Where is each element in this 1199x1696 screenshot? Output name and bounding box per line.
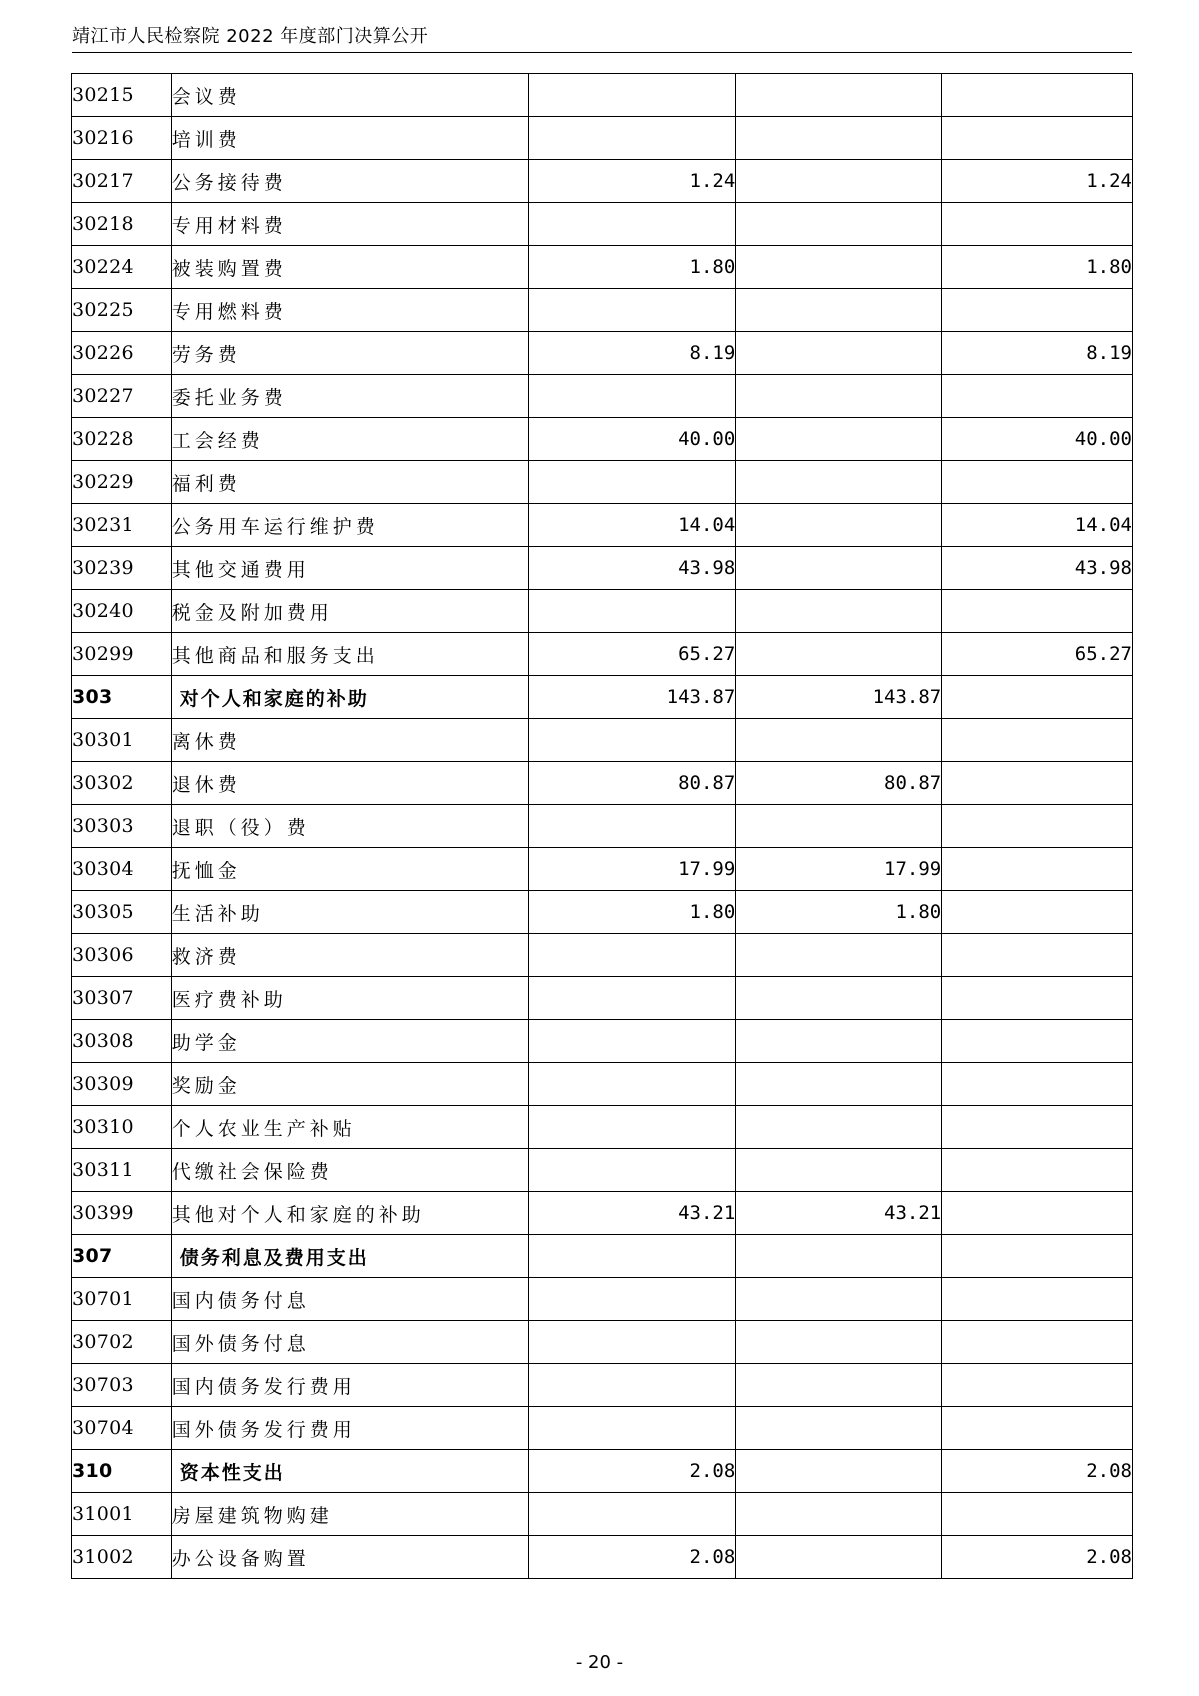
amount-col2-cell [736,1106,942,1149]
account-name-cell: 其他交通费用 [171,547,529,590]
amount-col2-cell: 143.87 [736,676,942,719]
account-name-cell: 退休费 [171,762,529,805]
amount-col3-cell: 65.27 [942,633,1133,676]
account-code-cell: 30308 [72,1020,172,1063]
amount-col2-cell: 17.99 [736,848,942,891]
amount-col1-cell: 1.80 [529,891,736,934]
account-name-cell: 助学金 [171,1020,529,1063]
account-name-cell: 救济费 [171,934,529,977]
amount-col2-cell [736,547,942,590]
amount-col2-cell [736,1536,942,1579]
table-row [72,1020,1133,1063]
amount-col2-cell [736,160,942,203]
account-code-cell: 30304 [72,848,172,891]
account-code-cell: 30301 [72,719,172,762]
amount-col1-cell [529,289,736,332]
amount-col1-cell [529,1493,736,1536]
amount-col3-cell: 43.98 [942,547,1133,590]
amount-col1-cell: 2.08 [529,1536,736,1579]
table-row [72,590,1133,633]
account-code-cell: 30311 [72,1149,172,1192]
account-name-cell: 退职（役）费 [171,805,529,848]
amount-col3-cell [942,848,1133,891]
amount-col2-cell [736,203,942,246]
amount-col1-cell [529,977,736,1020]
amount-col2-cell [736,246,942,289]
table-row [72,1321,1133,1364]
amount-col3-cell [942,1106,1133,1149]
table-row [72,289,1133,332]
table-row [72,1106,1133,1149]
amount-col1-cell [529,590,736,633]
table-row [72,418,1133,461]
account-name-cell: 抚恤金 [171,848,529,891]
account-name-cell: 国外债务付息 [171,1321,529,1364]
account-name-cell: 离休费 [171,719,529,762]
account-name-cell: 债务利息及费用支出 [171,1235,529,1278]
table-row [72,1407,1133,1450]
amount-col2-cell [736,375,942,418]
amount-col3-cell [942,117,1133,160]
account-code-cell: 30224 [72,246,172,289]
amount-col3-cell [942,590,1133,633]
amount-col2-cell [736,1063,942,1106]
amount-col3-cell [942,1493,1133,1536]
table-row [72,332,1133,375]
amount-col3-cell [942,1321,1133,1364]
account-name-cell: 房屋建筑物购建 [171,1493,529,1536]
account-name-cell: 工会经费 [171,418,529,461]
table-row [72,547,1133,590]
account-code-cell: 30307 [72,977,172,1020]
account-code-cell: 30303 [72,805,172,848]
account-name-cell: 公务接待费 [171,160,529,203]
table-row [72,977,1133,1020]
account-code-cell: 307 [72,1235,172,1278]
table-row [72,117,1133,160]
account-code-cell: 30225 [72,289,172,332]
table-row [72,1536,1133,1579]
amount-col3-cell [942,289,1133,332]
amount-col3-cell [942,375,1133,418]
amount-col2-cell [736,504,942,547]
amount-col1-cell: 80.87 [529,762,736,805]
account-name-cell: 个人农业生产补贴 [171,1106,529,1149]
table-row [72,891,1133,934]
amount-col3-cell: 1.24 [942,160,1133,203]
account-name-cell: 资本性支出 [171,1450,529,1493]
amount-col2-cell [736,1149,942,1192]
amount-col1-cell [529,719,736,762]
account-code-cell: 30704 [72,1407,172,1450]
amount-col1-cell: 8.19 [529,332,736,375]
amount-col2-cell [736,1321,942,1364]
amount-col1-cell [529,934,736,977]
account-code-cell: 30217 [72,160,172,203]
table-row [72,461,1133,504]
account-code-cell: 30302 [72,762,172,805]
amount-col3-cell [942,1235,1133,1278]
amount-col1-cell [529,117,736,160]
amount-col1-cell: 1.24 [529,160,736,203]
page-number: - 20 - [575,1652,624,1673]
account-code-cell: 31001 [72,1493,172,1536]
account-name-cell: 委托业务费 [171,375,529,418]
expenditure-table [71,73,1133,1579]
amount-col3-cell [942,762,1133,805]
amount-col1-cell [529,1235,736,1278]
amount-col2-cell [736,1450,942,1493]
amount-col2-cell [736,1020,942,1063]
amount-col2-cell [736,418,942,461]
amount-col3-cell [942,74,1133,117]
amount-col2-cell [736,934,942,977]
account-code-cell: 30239 [72,547,172,590]
table-row [72,504,1133,547]
amount-col1-cell [529,1063,736,1106]
amount-col3-cell [942,719,1133,762]
account-code-cell: 30226 [72,332,172,375]
amount-col2-cell [736,719,942,762]
account-code-cell: 30227 [72,375,172,418]
amount-col2-cell [736,590,942,633]
table-row [72,160,1133,203]
account-code-cell: 30310 [72,1106,172,1149]
account-name-cell: 劳务费 [171,332,529,375]
account-code-cell: 303 [72,676,172,719]
amount-col1-cell: 40.00 [529,418,736,461]
table-row [72,1364,1133,1407]
table-row [72,246,1133,289]
table-row [72,719,1133,762]
amount-col1-cell: 43.98 [529,547,736,590]
table-row [72,762,1133,805]
account-code-cell: 30218 [72,203,172,246]
amount-col1-cell [529,203,736,246]
account-name-cell: 医疗费补助 [171,977,529,1020]
amount-col2-cell [736,332,942,375]
account-name-cell: 培训费 [171,117,529,160]
amount-col2-cell [736,117,942,160]
amount-col1-cell [529,1321,736,1364]
account-name-cell: 国内债务付息 [171,1278,529,1321]
amount-col3-cell [942,1192,1133,1235]
expenditure-table-body [72,74,1133,1579]
table-row [72,633,1133,676]
table-row [72,848,1133,891]
amount-col3-cell [942,203,1133,246]
table-row [72,1063,1133,1106]
amount-col1-cell: 2.08 [529,1450,736,1493]
amount-col3-cell: 2.08 [942,1450,1133,1493]
amount-col2-cell [736,633,942,676]
amount-col2-cell [736,1235,942,1278]
amount-col1-cell [529,1149,736,1192]
amount-col3-cell: 14.04 [942,504,1133,547]
account-code-cell: 30306 [72,934,172,977]
account-name-cell: 生活补助 [171,891,529,934]
amount-col3-cell: 1.80 [942,246,1133,289]
account-name-cell: 代缴社会保险费 [171,1149,529,1192]
amount-col3-cell [942,461,1133,504]
amount-col3-cell [942,1278,1133,1321]
account-name-cell: 国外债务发行费用 [171,1407,529,1450]
amount-col2-cell [736,74,942,117]
amount-col1-cell [529,1407,736,1450]
amount-col1-cell [529,74,736,117]
account-code-cell: 30229 [72,461,172,504]
amount-col3-cell: 40.00 [942,418,1133,461]
account-code-cell: 30231 [72,504,172,547]
amount-col1-cell [529,1020,736,1063]
amount-col3-cell [942,1149,1133,1192]
amount-col2-cell: 1.80 [736,891,942,934]
account-code-cell: 31002 [72,1536,172,1579]
amount-col1-cell: 143.87 [529,676,736,719]
page-header-title: 靖江市人民检察院 2022 年度部门决算公开 [72,26,429,47]
amount-col3-cell: 2.08 [942,1536,1133,1579]
amount-col2-cell [736,1407,942,1450]
amount-col3-cell [942,1020,1133,1063]
header-divider [72,52,1132,53]
amount-col3-cell [942,977,1133,1020]
amount-col3-cell [942,1063,1133,1106]
account-code-cell: 30702 [72,1321,172,1364]
account-code-cell: 30215 [72,74,172,117]
account-name-cell: 奖励金 [171,1063,529,1106]
account-code-cell: 30399 [72,1192,172,1235]
amount-col1-cell [529,805,736,848]
amount-col3-cell: 8.19 [942,332,1133,375]
amount-col2-cell: 43.21 [736,1192,942,1235]
amount-col1-cell [529,461,736,504]
account-code-cell: 30216 [72,117,172,160]
account-name-cell: 被装购置费 [171,246,529,289]
amount-col2-cell [736,1364,942,1407]
account-name-cell: 其他对个人和家庭的补助 [171,1192,529,1235]
table-row [72,1192,1133,1235]
table-row [72,1493,1133,1536]
amount-col1-cell: 14.04 [529,504,736,547]
account-name-cell: 其他商品和服务支出 [171,633,529,676]
amount-col2-cell [736,461,942,504]
amount-col3-cell [942,891,1133,934]
table-row [72,934,1133,977]
amount-col2-cell [736,1278,942,1321]
table-section-row [72,676,1133,719]
amount-col3-cell [942,1364,1133,1407]
amount-col2-cell [736,289,942,332]
account-name-cell: 会议费 [171,74,529,117]
amount-col2-cell [736,977,942,1020]
account-code-cell: 30309 [72,1063,172,1106]
account-name-cell: 办公设备购置 [171,1536,529,1579]
account-name-cell: 公务用车运行维护费 [171,504,529,547]
table-row [72,203,1133,246]
amount-col1-cell: 17.99 [529,848,736,891]
account-code-cell: 30703 [72,1364,172,1407]
amount-col2-cell: 80.87 [736,762,942,805]
account-name-cell: 专用材料费 [171,203,529,246]
account-name-cell: 对个人和家庭的补助 [171,676,529,719]
account-name-cell: 税金及附加费用 [171,590,529,633]
amount-col3-cell [942,934,1133,977]
account-name-cell: 国内债务发行费用 [171,1364,529,1407]
table-row [72,1149,1133,1192]
account-code-cell: 30228 [72,418,172,461]
table-section-row [72,1450,1133,1493]
table-section-row [72,1235,1133,1278]
table-row [72,74,1133,117]
amount-col1-cell [529,1278,736,1321]
account-code-cell: 310 [72,1450,172,1493]
amount-col1-cell [529,1106,736,1149]
amount-col1-cell [529,375,736,418]
table-row [72,375,1133,418]
amount-col3-cell [942,1407,1133,1450]
account-code-cell: 30305 [72,891,172,934]
account-name-cell: 专用燃料费 [171,289,529,332]
account-code-cell: 30299 [72,633,172,676]
amount-col3-cell [942,805,1133,848]
account-name-cell: 福利费 [171,461,529,504]
amount-col1-cell: 43.21 [529,1192,736,1235]
account-code-cell: 30701 [72,1278,172,1321]
amount-col1-cell: 65.27 [529,633,736,676]
amount-col2-cell [736,1493,942,1536]
amount-col1-cell [529,1364,736,1407]
amount-col2-cell [736,805,942,848]
table-row [72,1278,1133,1321]
amount-col1-cell: 1.80 [529,246,736,289]
account-code-cell: 30240 [72,590,172,633]
table-row [72,805,1133,848]
amount-col3-cell [942,676,1133,719]
